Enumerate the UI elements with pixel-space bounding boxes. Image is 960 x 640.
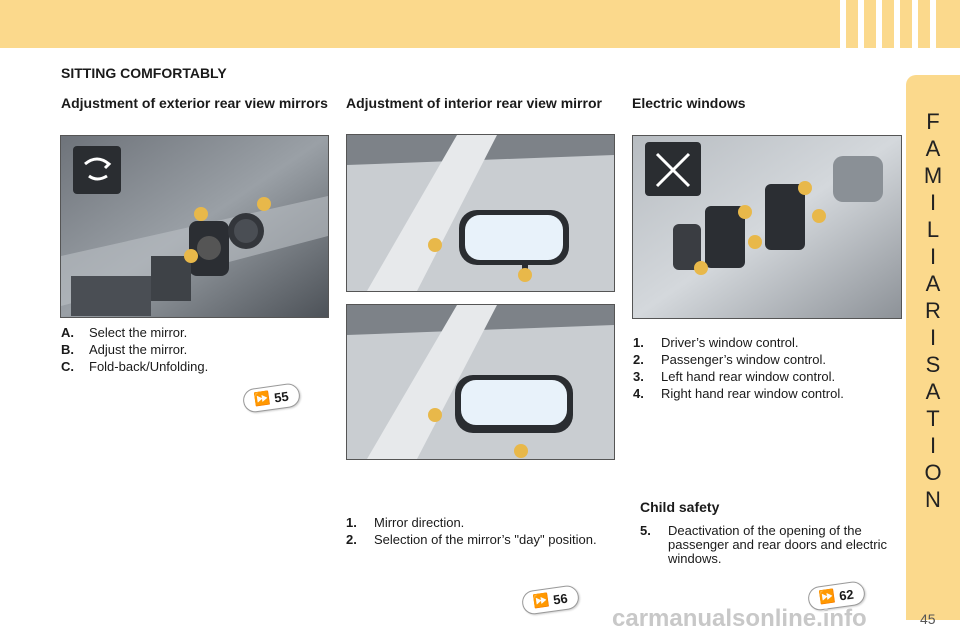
- page-reference-link[interactable]: ⏩ 55: [242, 382, 301, 414]
- interior-mirror-heading: Adjustment of interior rear view mirror: [346, 95, 602, 111]
- page-reference-link[interactable]: ⏩ 62: [807, 580, 866, 612]
- fast-forward-icon: ⏩: [532, 592, 551, 610]
- chapter-letter: L: [926, 216, 940, 242]
- electric-windows-list: [633, 334, 898, 402]
- chapter-letter: M: [923, 162, 943, 188]
- list-item: 3. Left hand rear window control.: [633, 369, 836, 384]
- banner-stripe: [840, 0, 846, 48]
- banner-stripe: [912, 0, 918, 48]
- window-controls-photo: [632, 135, 902, 319]
- fast-forward-icon: ⏩: [253, 390, 272, 408]
- list-item: 5. Deactivation of the opening of the passenger and rear doors and electric windows.: [640, 523, 887, 566]
- interior-mirror-photo-night: [346, 304, 615, 460]
- child-safety-heading: Child safety: [640, 499, 720, 515]
- list-item: B. Adjust the mirror.: [61, 342, 188, 357]
- page-number: 45: [920, 611, 936, 627]
- banner-stripe: [858, 0, 864, 48]
- chapter-letter: T: [926, 405, 940, 431]
- chapter-letter: A: [925, 135, 941, 161]
- fast-forward-icon: ⏩: [818, 588, 837, 606]
- section-title: SITTING COMFORTABLY: [61, 65, 227, 81]
- interior-mirror-list: [346, 514, 606, 548]
- chapter-letter: N: [925, 486, 941, 512]
- chapter-letter: I: [929, 432, 937, 458]
- chapter-letter: A: [925, 270, 941, 296]
- chapter-letter: A: [925, 378, 941, 404]
- chapter-letter: F: [926, 108, 940, 134]
- list-item: 1. Driver’s window control.: [633, 335, 799, 350]
- exterior-mirrors-list: [61, 324, 331, 375]
- banner-stripe: [930, 0, 936, 48]
- chapter-letter: S: [925, 351, 941, 377]
- list-item: 2. Selection of the mirror’s "day" position.: [346, 532, 597, 547]
- chapter-letter: R: [925, 297, 941, 323]
- list-item: 4. Right hand rear window control.: [633, 386, 844, 401]
- list-item: 1. Mirror direction.: [346, 515, 465, 530]
- electric-windows-heading: Electric windows: [632, 95, 746, 111]
- watermark: carmanualsonline.info: [612, 605, 867, 632]
- top-banner: [0, 0, 960, 48]
- interior-mirror-photo-day: [346, 134, 615, 292]
- list-item: 2. Passenger’s window control.: [633, 352, 826, 367]
- list-item: A. Select the mirror.: [61, 325, 188, 340]
- exterior-mirror-controls-photo: [60, 135, 329, 318]
- chapter-letter: I: [929, 243, 937, 269]
- chapter-letter: I: [929, 189, 937, 215]
- exterior-mirrors-heading: Adjustment of exterior rear view mirrors: [61, 95, 328, 111]
- page-reference-link[interactable]: ⏩ 56: [521, 584, 580, 616]
- chapter-letter: O: [924, 459, 942, 485]
- child-safety-list: [640, 524, 890, 566]
- banner-stripe: [876, 0, 882, 48]
- banner-stripe: [894, 0, 900, 48]
- chapter-letter: I: [929, 324, 937, 350]
- chapter-label: [906, 100, 960, 520]
- list-item: C. Fold-back/Unfolding.: [61, 359, 209, 374]
